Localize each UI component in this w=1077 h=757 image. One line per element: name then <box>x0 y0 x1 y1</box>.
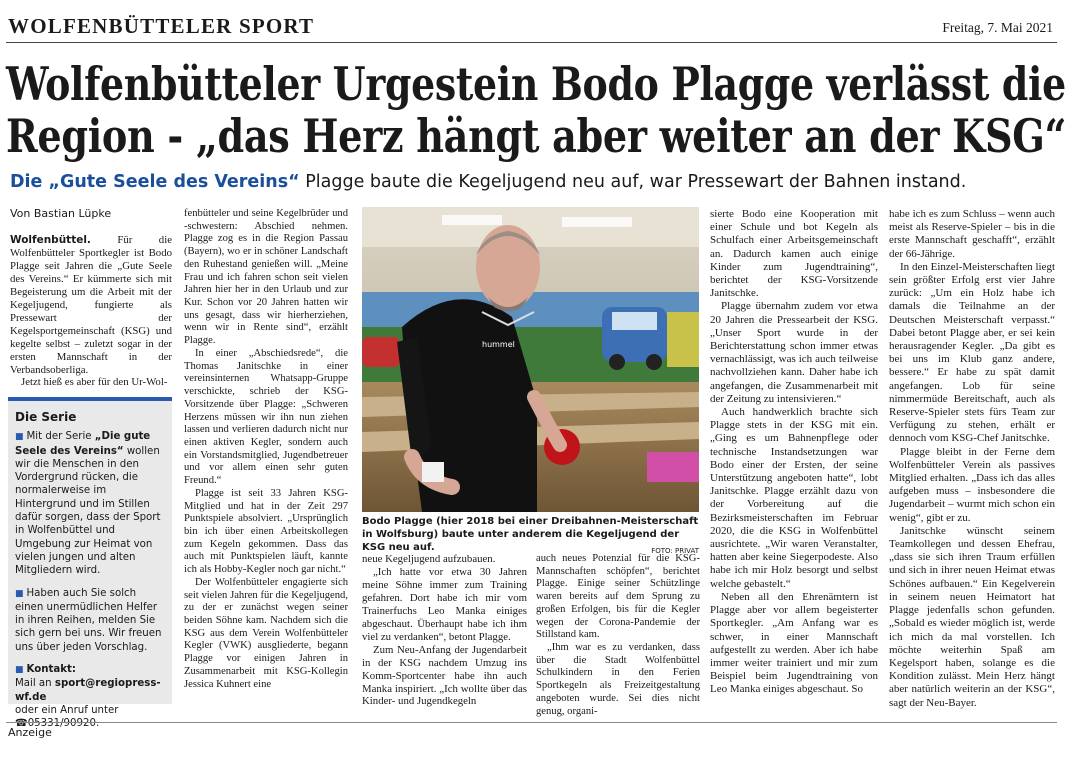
article-column-1 <box>10 234 172 389</box>
article-column-2 <box>184 208 348 691</box>
subheadline-text: Plagge baute die Kegeljugend neu auf, war Pressewart der Bahnen instand. <box>299 172 967 192</box>
headline-line-2: Region - „das Herz hängt aber weiter an der KSG“ <box>6 109 1067 163</box>
headline-line-1: Wolfenbütteler Urgestein Bodo Plagge verlässt die <box>6 57 1066 111</box>
paragraph: Plagge bleibt in der Ferne dem Wolfenbütteler Verein als passives Mitglied erhalten. „Dass ich das alles aufgeben muss – insbesondere die Jugendarbeit – wurmt mich schon ein wenig“, gibt er zu. <box>889 445 1055 524</box>
issue-date: Freitag, 7. Mai 2021 <box>942 20 1053 35</box>
paragraph: „Ich hatte vor etwa 30 Jahren meine Söhne immer zum Training gefahren. Dort habe ich mir vom Trainerfuchs Leo Manka einiges abgeschaut. Überhaupt habe ich ihm viel zu verdanken“, betont Plagge. <box>362 565 527 643</box>
paragraph: neue Kegeljugend aufzubauen. <box>362 553 496 565</box>
paragraph: Der Wolfenbütteler engagierte sich seit vielen Jahren für die Kegeljugend, zu der er zunächst wegen seiner beiden Söhne kam. Nachdem sich die KSG aus dem Verein Wolfenbütteler Kegler (VWK) ausgliederte, begann Plagge vor einigen Jahren in Zusammenarbeit mit KSG-Kollegin Jessica Kuhnert eine <box>184 576 348 690</box>
article-column-5 <box>710 208 878 697</box>
paragraph: Für die Wolfenbütteler Sportkegler ist Bodo Plagge seit Jahren die „Gute Seele des Vereins.“ Er kümmerte sich mit Begeisterung um die Arbeit mit der Kegeljugend, fungierte als Pressewart der Kegelsportgemeinschaft (KSG) und kegelte selbst – zuletzt sogar in der ersten Mannschaft in der Verbandsoberliga. <box>10 234 172 376</box>
paragraph: Auch handwerklich brachte sich Plagge stets in der KSG mit ein. „Ging es um Bahnenpflege oder technische Instandsetzungen war Bodo einer der Ersten, der seine Unterstützung angeboten hatte“, lobt Janitschke. Plagge erzählt dazu von der Vorbereitung auf die Bezirksmeisterschaften im Februar 2020, die die KSG in Wolfenbüttel ausrichtete. „Wir waren Veranstalter, hatten aber keine Siegerpodeste. Also habe ich mir Holz besorgt und selbst welche gebastelt.“ <box>710 406 878 590</box>
paragraph: Jetzt hieß es aber für den Ur-Wol- <box>21 376 168 389</box>
footer-rule <box>6 722 1057 723</box>
paragraph: In einer „Abschiedsrede“, die Thomas Janitschke in einer vereinsinternen Whatsapp-Gruppe verschickte, schrieb der KSG-Vorsitzende über Plagge: „Schweren Herzens müssen wir ihn nun ziehen lassen und verlieren dadurch nicht nur einen aktiven Kegler, sondern auch ein Vorstandsmitglied, Jugendbetreuer und vor allem einen sehr guten Freund.“ <box>184 347 348 487</box>
paragraph: auch neues Potenzial für die KSG-Mannschaften schöpfen“, berichtet Plagge. Einige seiner Schützlinge waren bereits auf dem Sprung zu großen Erfolgen, bis für die Kegler wegen der Corona-Pandemie der Stillstand kam. <box>536 553 700 641</box>
paragraph: „Ihm war es zu verdanken, dass über die Stadt Wolfenbüttel Schulkindern in den Ferien Sportkegeln als Freizeitgestaltung angeboten wurde. Sei dies nicht genug, organi- <box>536 642 700 717</box>
infobox-contact: ■ Kontakt: Mail an sport@regiopress-wf.de oder ein Anruf unter ☎05331/90920. <box>15 664 161 730</box>
paragraph: sierte Bodo eine Kooperation mit einer Schule und bot Kegeln als Schulfach einer Arbeitsgemeinschaft an. Dadurch kamen auch einige Kinder zum Jugendtraining“, berichtet der KSG-Vorsitzende Janitschke. <box>710 208 878 300</box>
photo-caption: Bodo Plagge (hier 2018 bei einer Dreibahnen-Meisterschaft in Wolfsburg) baute unter anderem die Kegeljugend der KSG neu auf. FOTO: PRIVAT <box>362 515 699 558</box>
series-name: „Die gute Seele des Vereins“ <box>15 431 151 457</box>
article-column-3 <box>362 553 527 708</box>
byline: Von Bastian Lüpke <box>10 207 112 220</box>
contact-email-link[interactable]: sport@regiopress-wf.de <box>15 678 161 703</box>
paragraph: fenbütteler und seine Kegelbrüder und -schwestern: Abschied nehmen. Plagge zog es in die Region Passau (Bayern), wo er in schöner Landschaft den Ruhestand genießen will. „Meine Frau und ich fahren schon seit vielen Jahren hier her in den Urlaub und zur Kur. Schon vor 20 Jahren hatten wir uns gesagt, dass wir hierherziehen, wenn wir in Rente sind“, erzählt Plagge. <box>184 208 348 347</box>
square-bullet-icon: ■ <box>15 665 24 676</box>
paragraph: Janitschke wünscht seinem Teamkollegen und dessen Ehefrau, „dass sie sich ihren Traum erfüllen und sich in ihrer neuen Heimat etwas Schönes aufbauen.“ Ein Kegelverein in seinem neuen Heimatort hat Plagge jedenfalls schon gefunden. „Sobald es wieder möglich ist, werde ich mich da mal vorstellen. Ich möchte weiterhin Spaß am Kegelsport haben, solange es die Kondition zulässt. Mein Herz hängt aber natürlich weiterin an der KSG“, sagt der Neu-Bayer. <box>889 524 1055 709</box>
infobox-paragraph: ■ Haben auch Sie solch einen unermüdlichen Helfer in ihren Reihen, melden Sie sich gern bei uns. Wir freuen uns über jeden Vorschlag. <box>15 587 162 653</box>
paragraph: Plagge übernahm zudem vor etwa 20 Jahren die Pressearbeit der KSG. „Unser Sport wurde in der Berichterstattung schon immer etwas vernachlässigt, was ich auch teilweise nachvollziehen kann. Daher habe ich angefangen, die Zusammenarbeit mit der Zeitung zu intensivieren.“ <box>710 300 878 405</box>
photo-credit: FOTO: PRIVAT <box>651 547 699 555</box>
paragraph: Zum Neu-Anfang der Jugendarbeit in der KSG nachdem Umzug ins Komm-Sportcenter habe ihn auch Manka inspiriert. „Ich wollte über das Kinder- und Jugendkegeln <box>362 643 527 708</box>
svg-text:hummel: hummel <box>482 340 515 349</box>
ad-label: Anzeige <box>8 726 52 739</box>
contact-phone[interactable]: 05331/90920. <box>27 718 100 730</box>
square-bullet-icon: ■ <box>15 588 24 599</box>
article-photo <box>362 207 699 512</box>
subheadline <box>10 172 966 192</box>
bowler-photo-icon <box>362 207 699 512</box>
infobox-title: Die Serie <box>15 410 77 424</box>
series-infobox <box>8 397 172 730</box>
section-title: WOLFENBÜTTELER SPORT <box>8 14 315 38</box>
article-column-4 <box>536 553 700 718</box>
subheadline-kicker: Die „Gute Seele des Vereins“ <box>10 172 300 192</box>
header-rule <box>6 42 1057 43</box>
paragraph: Plagge ist seit 33 Jahren KSG-Mitglied und hat in der Zeit 297 Punktspiele absolviert. „Ursprünglich bin ich über einen Arbeitskollegen zum Kegeln gekommen. Dass das auch mit Punktspielen läuft, kannte ich als Hobby-Kegler noch gar nicht.“ <box>184 487 348 576</box>
dateline: Wolfenbüttel. <box>10 234 91 246</box>
paragraph: Neben all den Ehrenämtern ist Plagge aber vor allem begeisterter Sportkegler. „Am Anfang war es schwer, in einer Mannschaft aufgestellt zu werden. Aber ich habe immer weiter trainiert und mir zum Beispiel beim Jugendtraining von Leo Manka einiges abgeschaut. So <box>710 590 878 696</box>
infobox-paragraph: ■ Mit der Serie „Die gute Seele des Vereins“ wollen wir die Menschen in den Vordergrund rücken, die normalerweise im Hintergrund und im Stillen dafür sorgen, dass der Sport in Wolfenbüttel und Umgebung zur Heimat von vielen jungen und alten Mitgliedern wird. <box>15 431 161 577</box>
article-column-6 <box>889 208 1055 710</box>
phone-icon: ☎ <box>15 718 28 730</box>
paragraph: habe ich es zum Schluss – wenn auch meist als Reserve-Spieler – bis in die erste Mannschaft geschafft“, erzählt der 66-Jährige. <box>889 208 1055 260</box>
square-bullet-icon: ■ <box>15 432 24 443</box>
paragraph: In den Einzel-Meisterschaften liegt sein größter Erfolg erst vier Jahre zurück: „Um ein Holz habe ich damals die Teilnahme an der Deutschen Meisterschaft verpasst.“ Dabei betont Plagge aber, er sei kein herausragender Kegler. „Da gibt es bei uns im Klub ganz andere, bessere.“ Er habe zu spät damit angefangen. Lob für seine nimmermüde Bereitschaft, auch als Reserve-Spieler stets fürs Team zur Verfügung zu stehen, erhält er dennoch vom KSG-Chef Janitschke. <box>889 260 1055 445</box>
